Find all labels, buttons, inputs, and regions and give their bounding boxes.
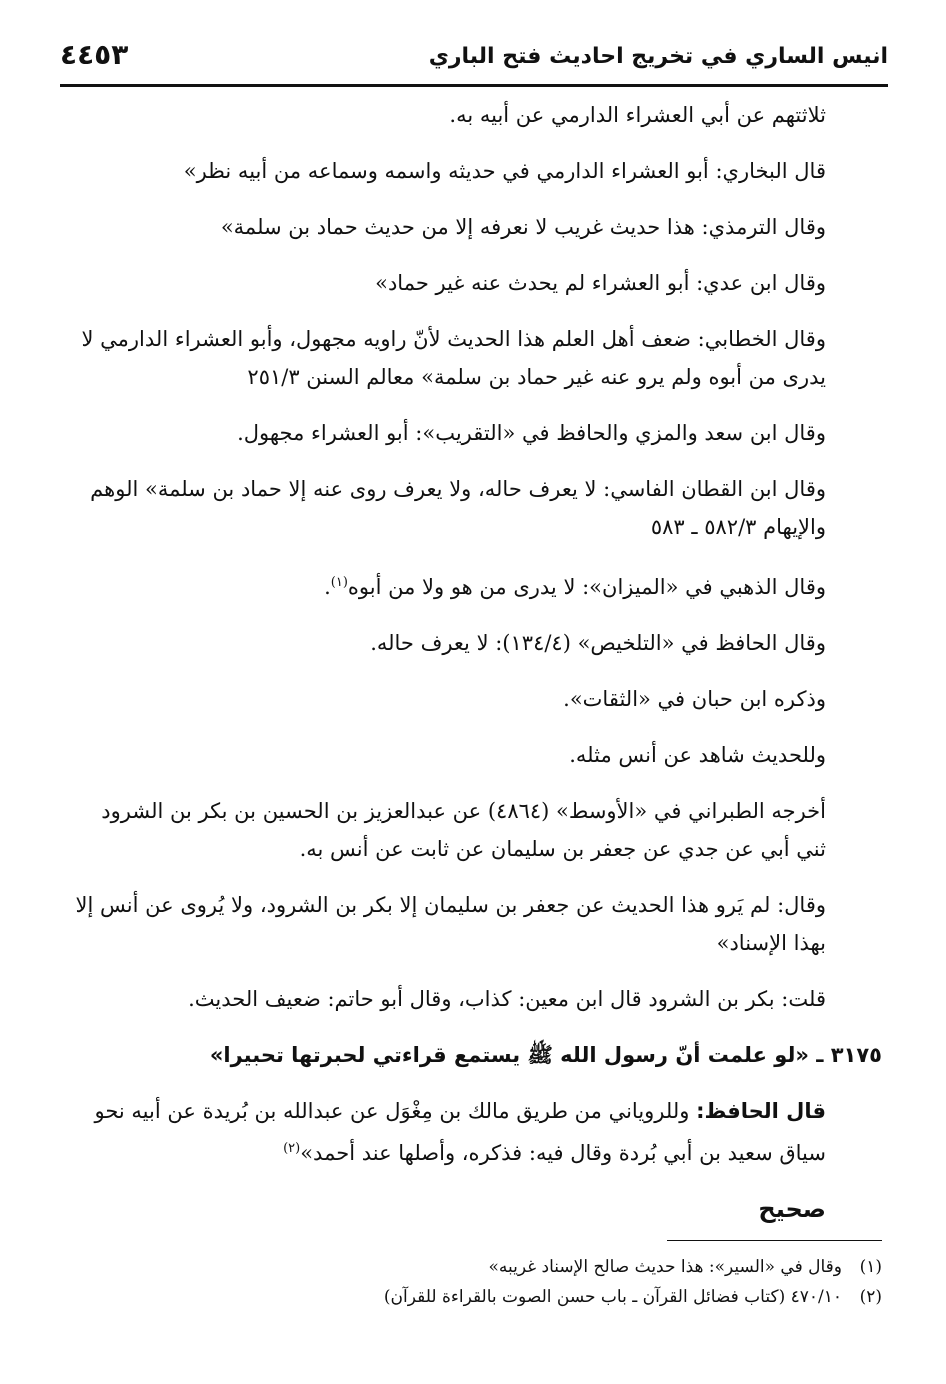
paragraph: وقال الخطابي: ضعف أهل العلم هذا الحديث لأنّ راويه مجهول، وأبو العشراء الدارمي لا يدرى من أبوه ولم يرو عنه غير حماد بن سلمة» معالم السنن ٢٥١/٣ xyxy=(81,327,826,389)
footnote-ref: (٢) xyxy=(283,1141,301,1156)
paragraph: قلت: بكر بن الشرود قال ابن معين: كذاب، وقال أبو حاتم: ضعيف الحديث. xyxy=(188,987,826,1011)
book-title: انيس الساري في تخريج احاديث فتح الباري xyxy=(428,44,888,69)
footnote-ref: (١) xyxy=(330,575,348,590)
paragraph: قال البخاري: أبو العشراء الدارمي في حديثه واسمه وسماعه من أبيه نظر» xyxy=(183,159,826,183)
paragraph: أخرجه الطبراني في «الأوسط» (٤٨٦٤) عن عبدالعزيز بن الحسين بن بكر بن الشرود ثني أبي عن جدي عن جعفر بن سليمان عن ثابت عن أنس به. xyxy=(101,799,826,861)
footnote xyxy=(200,1252,882,1282)
paragraph-end: . xyxy=(324,575,331,599)
paragraph xyxy=(74,564,882,606)
hadith-grade: صحيح xyxy=(758,1195,826,1223)
footnote-number: (١) xyxy=(859,1257,882,1277)
paragraph: وقال الحافظ في «التلخيص» (١٣٤/٤): لا يعرف حاله. xyxy=(370,631,826,655)
hadith-heading: ٣١٧٥ ـ «لو علمت أنّ رسول الله ﷺ يستمع قراءتي لحبرتها تحبيرا» xyxy=(209,1043,882,1067)
paragraph: وذكره ابن حبان في «الثقات». xyxy=(563,687,826,711)
running-header xyxy=(60,34,888,87)
footnote-text: وقال في «السير»: هذا حديث صالح الإسناد غريبه» xyxy=(488,1257,842,1277)
hafiz-lead: قال الحافظ: xyxy=(696,1099,826,1123)
footnotes xyxy=(200,1252,882,1312)
paragraph-text: وقال الذهبي في «الميزان»: لا يدرى من هو ولا من أبوه xyxy=(347,575,826,599)
paragraph: وقال: لم يَرو هذا الحديث عن جعفر بن سليمان إلا بكر بن الشرود، ولا يُروى عن أنس إلا بهذا الإسناد» xyxy=(75,893,826,955)
footnote-text: ٤٧٠/١٠ (كتاب فضائل القرآن ـ باب حسن الصوت بالقراءة للقرآن) xyxy=(383,1287,842,1307)
paragraph: وللحديث شاهد عن أنس مثله. xyxy=(569,743,826,767)
paragraph: وقال ابن القطان الفاسي: لا يعرف حاله، ولا يعرف روى عنه إلا حماد بن سلمة» الوهم والإيهام ٥٨٢/٣ ـ ٥٨٣ xyxy=(90,477,826,539)
footnote-number: (٢) xyxy=(859,1287,882,1307)
page-number: ٤٤٥٣ xyxy=(60,38,129,71)
paragraph: ثلاثتهم عن أبي العشراء الدارمي عن أبيه به. xyxy=(449,103,826,127)
footnote-divider xyxy=(667,1240,882,1241)
hafiz-paragraph xyxy=(74,1092,882,1172)
paragraph: وقال الترمذي: هذا حديث غريب لا نعرفه إلا من حديث حماد بن سلمة» xyxy=(220,215,826,239)
main-text xyxy=(74,96,882,1228)
paragraph: وقال ابن سعد والمزي والحافظ في «التقريب»: أبو العشراء مجهول. xyxy=(237,421,826,445)
hafiz-text: وللروياني من طريق مالك بن مِغْوَل عن عبدالله بن بُريدة عن أبيه نحو سياق سعيد بن أبي بُردة وقال فيه: فذكره، وأصلها عند أحمد» xyxy=(94,1099,826,1165)
paragraph: وقال ابن عدي: أبو العشراء لم يحدث عنه غير حماد» xyxy=(375,271,826,295)
footnote xyxy=(200,1282,882,1312)
